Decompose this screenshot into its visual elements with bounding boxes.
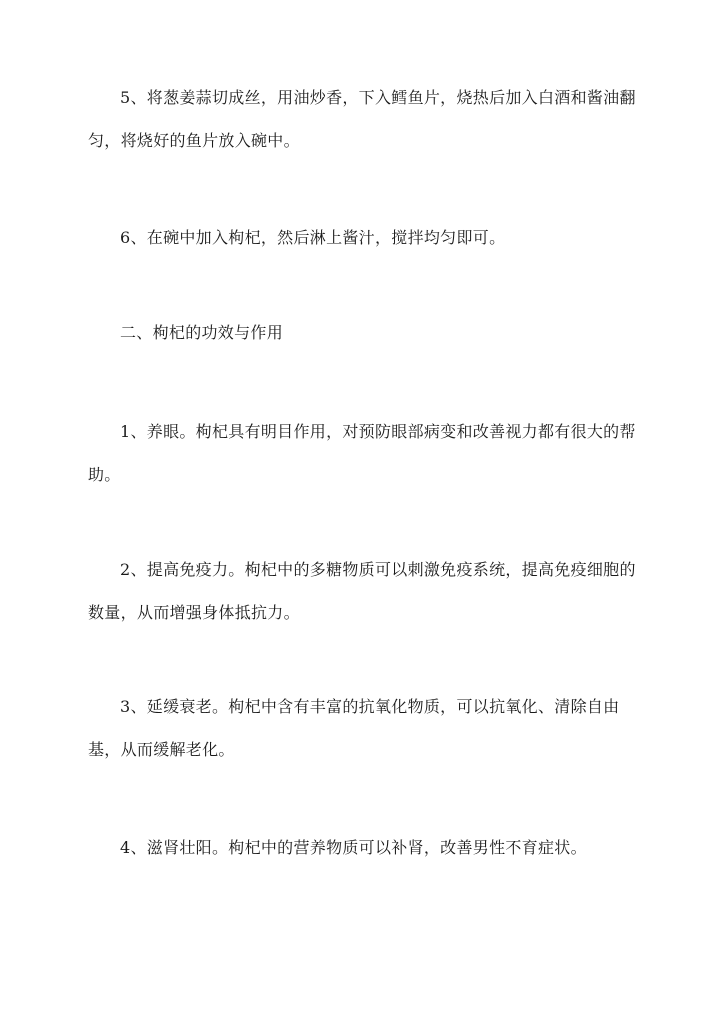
benefit-2-paragraph: 2、提高免疫力。枸杞中的多糖物质可以刺激免疫系统，提高免疫细胞的数量，从而增强身体抵抗力。 xyxy=(88,560,636,622)
step-6-paragraph: 6、在碗中加入枸杞，然后淋上酱汁，搅拌均匀即可。 xyxy=(120,228,506,247)
benefit-4-paragraph: 4、滋肾壮阳。枸杞中的营养物质可以补肾，改善男性不育症状。 xyxy=(120,838,587,857)
benefit-3-paragraph: 3、延缓衰老。枸杞中含有丰富的抗氧化物质，可以抗氧化、清除自由基，从而缓解老化。 xyxy=(88,697,620,759)
section-heading: 二、枸杞的功效与作用 xyxy=(120,323,284,342)
step-5-paragraph: 5、将葱姜蒜切成丝，用油炒香，下入鳕鱼片，烧热后加入白酒和酱油翻匀，将烧好的鱼片放入碗中。 xyxy=(88,88,636,150)
benefit-1-paragraph: 1、养眼。枸杞具有明目作用，对预防眼部病变和改善视力都有很大的帮助。 xyxy=(88,422,636,484)
